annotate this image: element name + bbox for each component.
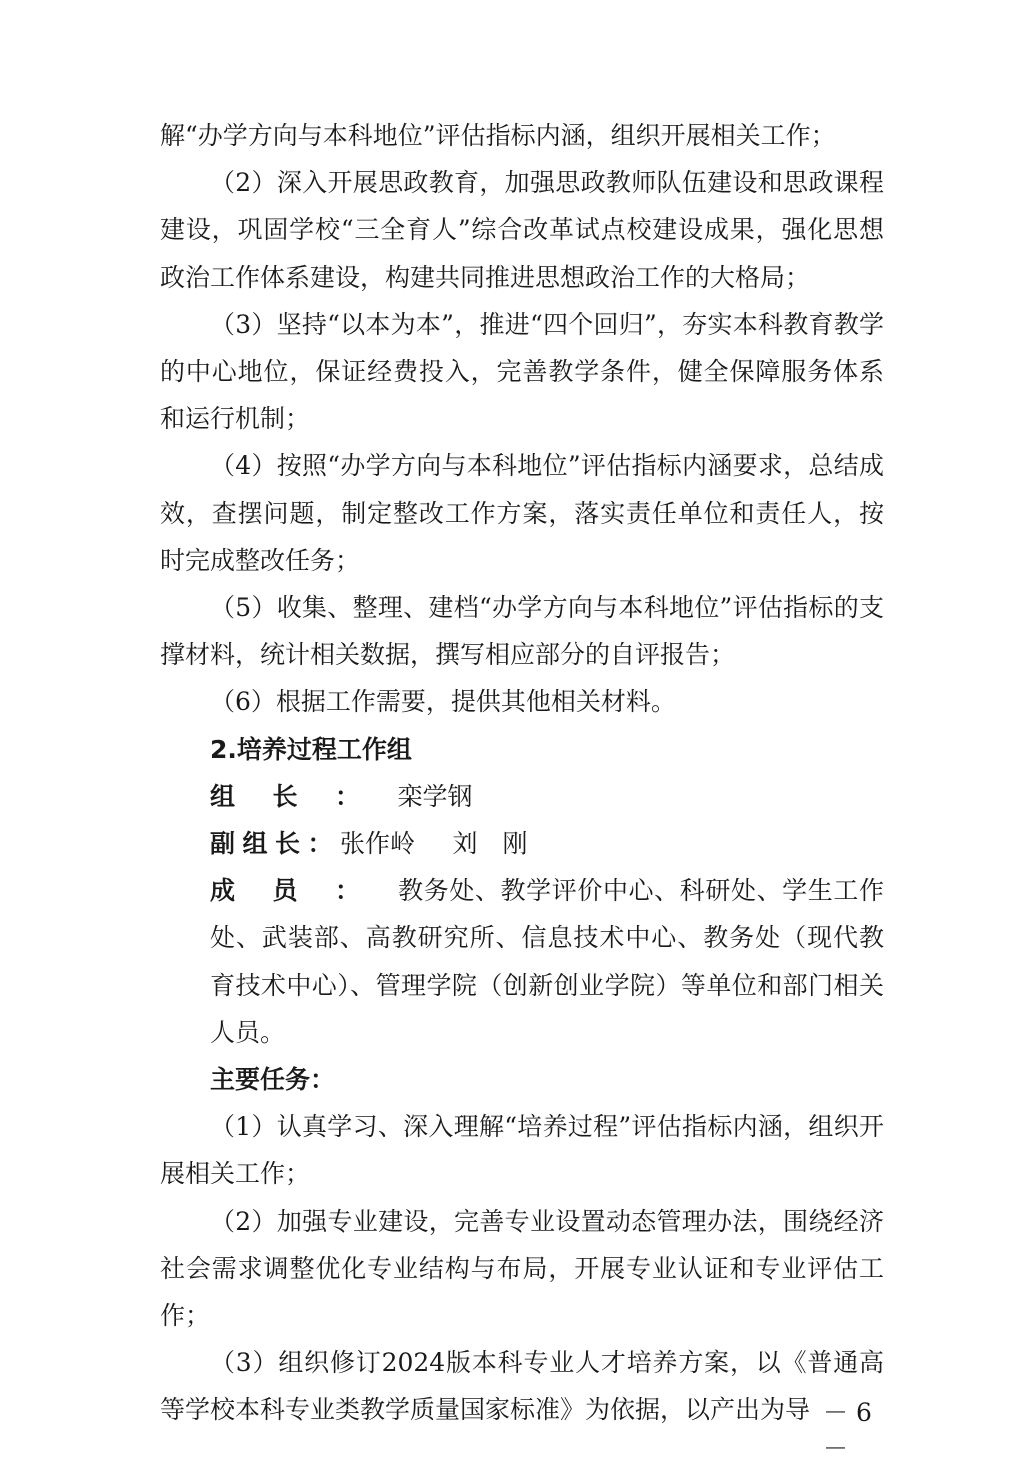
members-label: 成员： (210, 876, 398, 906)
deputy-line (160, 820, 884, 867)
leader-label: 组长： (210, 781, 398, 811)
paragraph-item-5: （5）收集、整理、建档“办学方向与本科地位”评估指标的支撑材料，统计相关数据，撰写相应部分的自评报告； (160, 593, 884, 670)
leader-line (160, 773, 884, 820)
deputy-name: 张作岭 (340, 829, 416, 859)
task-item-3: （3）组织修订2024版本科专业人才培养方案，以《普通高等学校本科专业类教学质量国家标准》为依据，以产出为导 (160, 1348, 884, 1425)
members-text: 教务处、教学评价中心、科研处、学生工作处、武装部、高教研究所、信息技术中心、教务处（现代教育技术中心）、管理学院（创新创业学院）等单位和部门相关人员。 (210, 876, 884, 1047)
task-item-1: （1）认真学习、深入理解“培养过程”评估指标内涵，组织开展相关工作； (160, 1112, 884, 1189)
page-body (160, 112, 884, 1434)
tasks-heading: 主要任务： (210, 1065, 336, 1095)
task-item-2: （2）加强专业建设，完善专业设置动态管理办法，围绕经济社会需求调整优化专业结构与布局，开展专业认证和专业评估工作； (160, 1206, 884, 1331)
deputy-name: 刘 刚 (452, 829, 528, 859)
page-number: － 6 － (823, 1398, 872, 1463)
paragraph-item-3: （3）坚持“以本为本”，推进“四个回归”，夯实本科教育教学的中心地位，保证经费投入，完善教学条件，健全保障服务体系和运行机制； (160, 309, 884, 434)
paragraph-item-4: （4）按照“办学方向与本科地位”评估指标内涵要求，总结成效，查摆问题，制定整改工作方案，落实责任单位和责任人，按时完成整改任务； (160, 451, 884, 575)
leader-name: 栾学钢 (397, 781, 473, 811)
paragraph-continuation: 解“办学方向与本科地位”评估指标内涵，组织开展相关工作； (160, 121, 836, 150)
paragraph-item-6: （6）根据工作需要，提供其他相关材料。 (210, 687, 676, 717)
section-heading: 2.培养过程工作组 (210, 734, 412, 764)
members-line (160, 867, 884, 1056)
paragraph-item-2: （2）深入开展思政教育，加强思政教师队伍建设和思政课程建设，巩固学校“三全育人”综合改革试点校建设成果，强化思想政治工作体系建设，构建共同推进思想政治工作的大格局； (160, 168, 884, 292)
deputy-label: 副组长： (210, 829, 341, 859)
